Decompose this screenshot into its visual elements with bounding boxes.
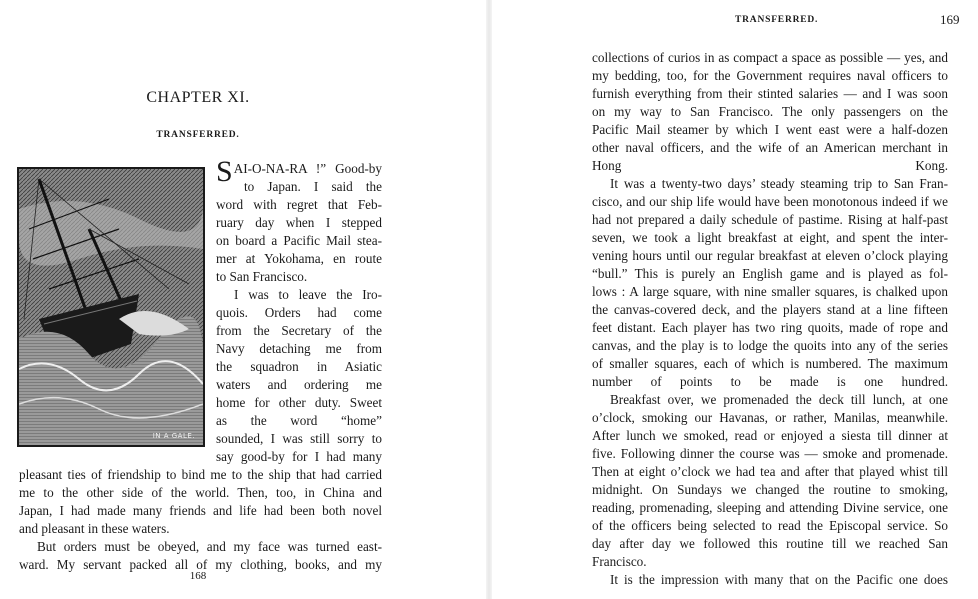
text-line: Navy detaching me from <box>216 341 382 356</box>
right-page <box>489 0 978 599</box>
text-line: SAI-O-NA-RA !” Good-by <box>216 155 382 188</box>
text-line: sounded, I was still sorry to <box>216 431 382 446</box>
running-head: TRANSFERRED. <box>735 15 819 25</box>
text-line: Hong Kong. <box>592 158 948 173</box>
text-line: of smaller squares, each of which is numbered. The maximum <box>592 356 948 371</box>
ship-in-gale-illustration <box>17 167 205 447</box>
drop-cap: S <box>216 155 233 188</box>
text-line: pleasant ties of friendship to bind me to the ship that had carried <box>19 467 382 482</box>
text-line: I was to leave the Iro- <box>234 287 382 302</box>
text-line: as the word “home” <box>216 413 382 428</box>
text-line: feet distant. Each player has two ring quoits, made of rope and <box>592 320 948 335</box>
text-line: midnight. On Sundays we changed the routine to smoking, <box>592 482 948 497</box>
text-line: waters and ordering me <box>216 377 382 392</box>
text-line: had not prepared a daily schedule of pastime. Rising at half-past <box>592 212 948 227</box>
text-line: canvas, and the play is to lodge the quoits into any of the series <box>592 338 948 353</box>
text-line: of the officers being selected to read the Episcopal service. So <box>592 518 948 533</box>
text-line: Pacific Mail steamer by which I went east were a half-dozen <box>592 122 948 137</box>
text-line: the squadron in Asiatic <box>216 359 382 374</box>
page-number: 169 <box>940 12 960 27</box>
section-title: TRANSFERRED. <box>156 130 240 140</box>
text-line: mer at Yokohama, en route <box>216 251 382 266</box>
text-line: furnish everything from their stinted salaries — and I was soon <box>592 86 948 101</box>
text-line: collections of curios in as compact a space as possible — yes, and <box>592 50 948 65</box>
text-line: Then at eight o’clock we had tea and after that played whist till <box>592 464 948 479</box>
text-line: on board a Pacific Mail stea- <box>216 233 382 248</box>
text-line: day after day we followed this routine till we reached San <box>592 536 948 551</box>
text-line: other naval officers, and the wife of an American merchant in <box>592 140 948 155</box>
text-line: me to the other side of the world. Then, too, in China and <box>19 485 382 500</box>
text-line: and pleasant in these waters. <box>19 521 170 536</box>
text-line: vening hours until our regular breakfast at eleven o’clock playing <box>592 248 948 263</box>
text-line: to San Francisco. <box>216 269 308 284</box>
text-line: word with regret that Feb- <box>216 197 382 212</box>
text-line: Breakfast over, we promenaded the deck till lunch, at one <box>610 392 948 407</box>
text-line: seven, we took a light breakfast at eight, and spent the inter- <box>592 230 948 245</box>
text-line: cisco, and our ship life would have been monotonous indeed if we <box>592 194 948 209</box>
text-line: to Japan. I said the <box>244 179 382 194</box>
text-line: the canvas-covered deck, and the players stand at a line fifteen <box>592 302 948 317</box>
text-line: reading, promenading, sleeping and attending Divine service, one <box>592 500 948 515</box>
text-line: It is the impression with many that on the Pacific one does <box>610 572 948 587</box>
text-line: number of points to be made is one hundred. <box>592 374 948 389</box>
text-line: from the Secretary of the <box>216 323 382 338</box>
illustration-caption: IN A GALE. <box>152 432 195 440</box>
text-line: lows : A large square, with nine smaller squares, is chalked upon <box>592 284 948 299</box>
ship-engraving <box>19 169 203 445</box>
text-line: Francisco. <box>592 554 647 569</box>
chapter-title: CHAPTER XI. <box>146 89 250 106</box>
text-line: “bull.” This is purely an English game and is played as fol- <box>592 266 948 281</box>
page-number: 168 <box>189 570 207 582</box>
text-line: quois. Orders had come <box>216 305 382 320</box>
text-line: home for other duty. Sweet <box>216 395 382 410</box>
text-line: five. Following dinner the course was — smoke and promenade. <box>592 446 948 461</box>
text-line: ward. My servant packed all of my clothing, books, and my <box>19 557 382 572</box>
text-line: After lunch we smoked, read or enjoyed a siesta till dinner at <box>592 428 948 443</box>
text-line: on my way to San Francisco. The only passengers on the <box>592 104 948 119</box>
text-line: ruary day when I stepped <box>216 215 382 230</box>
text-line: my bedding, too, for the Government requires naval officers to <box>592 68 948 83</box>
text-line: o’clock, smoking our Havanas, or rather, Manilas, meanwhile. <box>592 410 948 425</box>
text-line: It was a twenty-two days’ steady steaming trip to San Fran- <box>610 176 948 191</box>
text-line: Japan, I had made many friends and life had been both novel <box>19 503 382 518</box>
text-line: But orders must be obeyed, and my face was turned east- <box>37 539 382 554</box>
text-line: say good-by for I had many <box>216 449 382 464</box>
